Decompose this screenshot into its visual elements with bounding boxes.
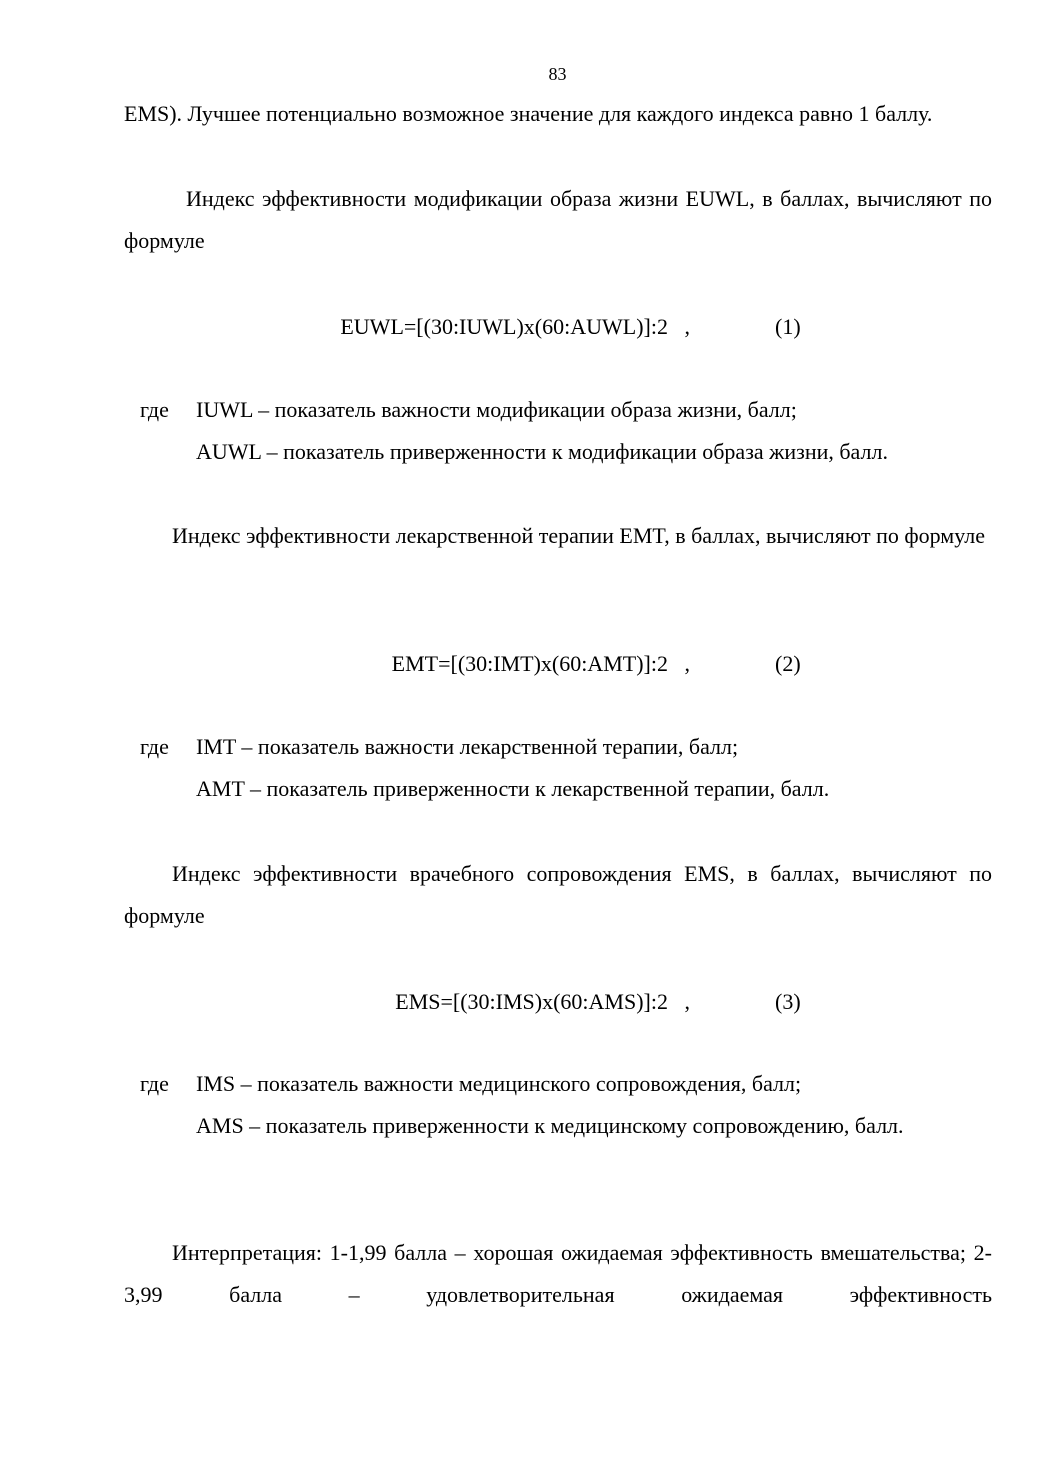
where-definition: IMS – показатель важности медицинского сопровождения, балл;	[196, 1071, 802, 1096]
where-label: где	[140, 397, 169, 422]
where-row	[140, 431, 992, 473]
paragraph-ems-intro: Индекс эффективности врачебного сопровождения EMS, в баллах, вычисляют по формуле	[124, 861, 992, 928]
where-definition: IUWL – показатель важности модификации образа жизни, балл;	[196, 397, 797, 422]
formula-number: (1)	[775, 314, 801, 339]
formula-expression: EUWL=[(30:IUWL)x(60:AUWL)]:2 ,	[340, 314, 690, 339]
paragraph-continuation: EMS). Лучшее потенциально возможное значение для каждого индекса равно 1 баллу.	[124, 101, 933, 126]
where-row	[140, 1105, 992, 1147]
where-label: где	[140, 1071, 169, 1096]
formula-expression: EMS=[(30:IMS)x(60:AMS)]:2 ,	[395, 989, 690, 1014]
page-number: 83	[548, 64, 567, 84]
formula-expression: EMT=[(30:IMT)x(60:AMT)]:2 ,	[391, 651, 690, 676]
where-row	[140, 1063, 992, 1105]
where-definition: AUWL – показатель приверженности к модификации образа жизни, балл.	[196, 439, 888, 464]
paragraph-emt-intro: Индекс эффективности лекарственной терапии EMT, в баллах, вычисляют по формуле	[172, 523, 985, 548]
where-definition: AMT – показатель приверженности к лекарственной терапии, балл.	[196, 776, 830, 801]
where-row	[140, 726, 992, 768]
where-block-1	[140, 389, 992, 473]
paragraph-interpretation: Интерпретация: 1-1,99 балла – хорошая ожидаемая эффективность вмешательства; 2-3,99 балла – удовлетворительная ожидаемая эффективность	[124, 1240, 992, 1307]
paragraph-euwl-intro: Индекс эффективности модификации образа жизни EUWL, в баллах, вычисляют по формуле	[124, 186, 992, 253]
where-definition: AMS – показатель приверженности к медицинскому сопровождению, балл.	[196, 1113, 904, 1138]
where-label: где	[140, 734, 169, 759]
where-block-3	[140, 1063, 992, 1147]
where-row	[140, 389, 992, 431]
where-definition: IMT – показатель важности лекарственной терапии, балл;	[196, 734, 739, 759]
where-block-2	[140, 726, 992, 810]
where-row	[140, 768, 992, 810]
formula-number: (3)	[775, 989, 801, 1014]
formula-number: (2)	[775, 651, 801, 676]
